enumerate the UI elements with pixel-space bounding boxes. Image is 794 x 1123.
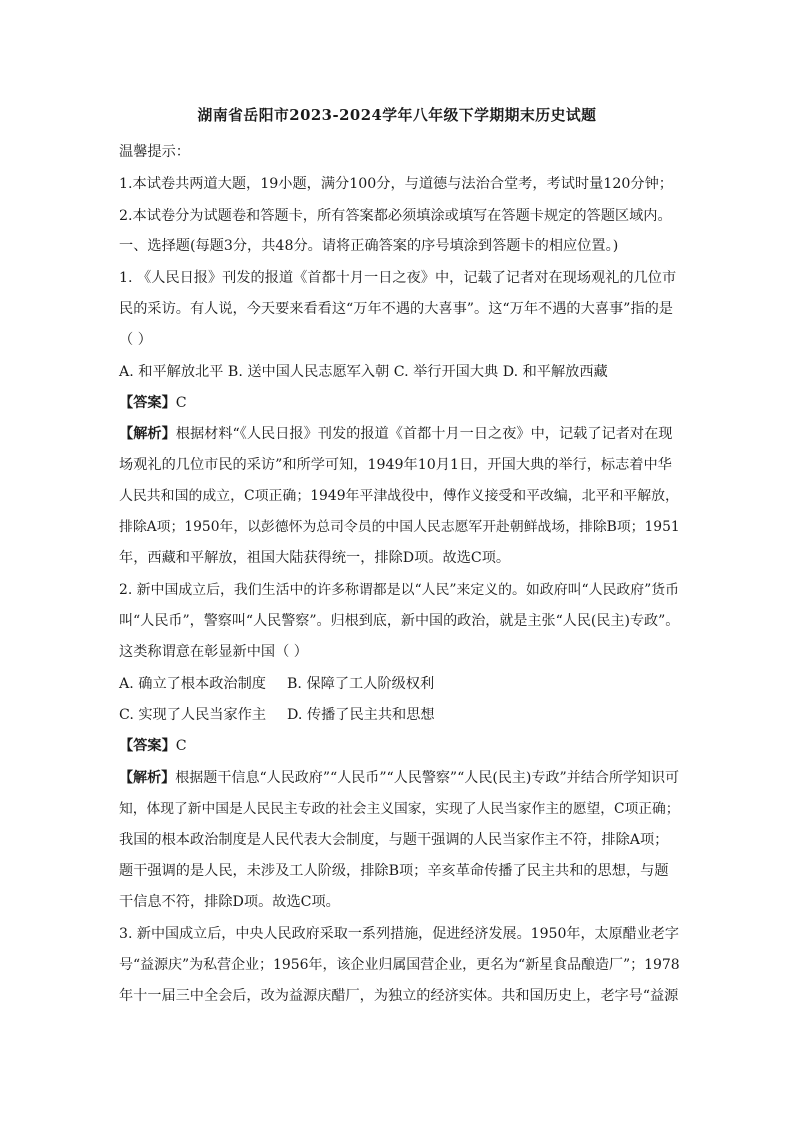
- section-heading-choice: 一、选择题(每题3分，共48分。请将正确答案的序号填涂到答题卡的相应位置。): [119, 238, 619, 254]
- q3-stem-line-3: 年十一届三中全会后，改为益源庆醋厂，为独立的经济实体。共和国历史上，老字号“益源: [119, 988, 679, 1004]
- q2-answer-label: 【答案】: [119, 738, 176, 754]
- q2-options-row-1: [119, 674, 434, 694]
- q1-analysis-line-1: [119, 424, 672, 444]
- q1-stem-line-3: （ ）: [119, 332, 152, 348]
- q2-analysis-label: 【解析】: [119, 770, 176, 786]
- q1-stem-line-1: 1. 《人民日报》刊发的报道《首都十月一日之夜》中，记载了记者对在现场观礼的几位市: [119, 270, 677, 286]
- notice-item-2: 2.本试卷分为试题卷和答题卡，所有答案都必须填涂或填写在答题卡规定的答题区域内。: [119, 208, 672, 224]
- q2-answer-value: C: [175, 738, 187, 754]
- q2-stem-line-2: 叫“人民币”，警察叫“人民警察”。归根到底，新中国的政治，就是主张“人民(民主)专政”。: [119, 613, 680, 629]
- q2-analysis-line-2: 知，体现了新中国是人民民主专政的社会主义国家，实现了人民当家作主的愿望，C项正确；: [119, 801, 680, 817]
- q2-answer: [119, 736, 187, 756]
- q2-option-c: C. 实现了人民当家作主: [119, 707, 267, 723]
- q2-option-a: A. 确立了根本政治制度: [119, 676, 266, 692]
- q2-stem-line-3: 这类称谓意在彰显新中国（ ）: [119, 644, 308, 660]
- q2-option-b: B. 保障了工人阶级权利: [287, 676, 435, 692]
- q2-analysis-line-4: 题干强调的是人民，未涉及工人阶级，排除B项；辛亥革命传播了民主共和的思想，与题: [119, 863, 669, 879]
- q2-analysis-text-1: 根据题干信息“人民政府”“人民币”“人民警察”“人民(民主)专政”并结合所学知识可: [175, 770, 680, 786]
- q2-options-row-2: [119, 705, 435, 725]
- exam-title: 湖南省岳阳市2023-2024学年八年级下学期期末历史试题: [197, 107, 597, 124]
- q1-analysis-line-2: 场观礼的几位市民的采访”和所学可知，1949年10月1日，开国大典的举行，标志着中华: [119, 457, 672, 473]
- q2-analysis-line-3: 我国的根本政治制度是人民代表大会制度，与题干强调的人民当家作主不符，排除A项；: [119, 832, 669, 848]
- q1-analysis-label: 【解析】: [119, 426, 176, 442]
- q1-stem-line-2: 民的采访。有人说，今天要来看看这“万年不遇的大喜事”。这“万年不遇的大喜事”指的是: [119, 301, 673, 317]
- q1-options: A. 和平解放北平 B. 送中国人民志愿军入朝 C. 举行开国大典 D. 和平解放西藏: [119, 364, 608, 380]
- notice-item-1: 1.本试卷共两道大题，19小题，满分100分，与道德与法治合堂考，考试时量120分钟；: [119, 176, 673, 192]
- q2-analysis-line-1: [119, 768, 679, 788]
- q3-stem-line-1: 3. 新中国成立后，中央人民政府采取一系列措施，促进经济发展。1950年，太原醋业老字: [119, 926, 679, 942]
- q3-stem-line-2: 号“益源庆”为私营企业；1956年，该企业归属国营企业，更名为“新星食品酿造厂”；1978: [119, 957, 680, 973]
- q1-answer-value: C: [175, 395, 187, 411]
- q1-answer-label: 【答案】: [119, 395, 176, 411]
- q1-analysis-line-3: 人民共和国的成立，C项正确；1949年平津战役中，傅作义接受和平改编，北平和平解放，: [119, 488, 679, 504]
- q2-stem-line-1: 2. 新中国成立后，我们生活中的许多称谓都是以“人民”来定义的。如政府叫“人民政府”货币: [119, 582, 680, 598]
- q1-answer: [119, 393, 187, 413]
- notice-heading: 温馨提示：: [119, 144, 190, 160]
- q2-option-d: D. 传播了民主共和思想: [287, 707, 435, 723]
- q1-analysis-line-5: 年，西藏和平解放，祖国大陆获得统一，排除D项。故选C项。: [119, 550, 511, 566]
- q1-analysis-line-4: 排除A项；1950年，以彭德怀为总司令员的中国人民志愿军开赴朝鲜战场，排除B项；1951: [119, 519, 680, 535]
- q1-analysis-text-1: 根据材料“《人民日报》刊发的报道《首都十月一日之夜》中，记载了记者对在现: [175, 426, 673, 442]
- q2-analysis-line-5: 干信息不符，排除D项。故选C项。: [119, 894, 340, 910]
